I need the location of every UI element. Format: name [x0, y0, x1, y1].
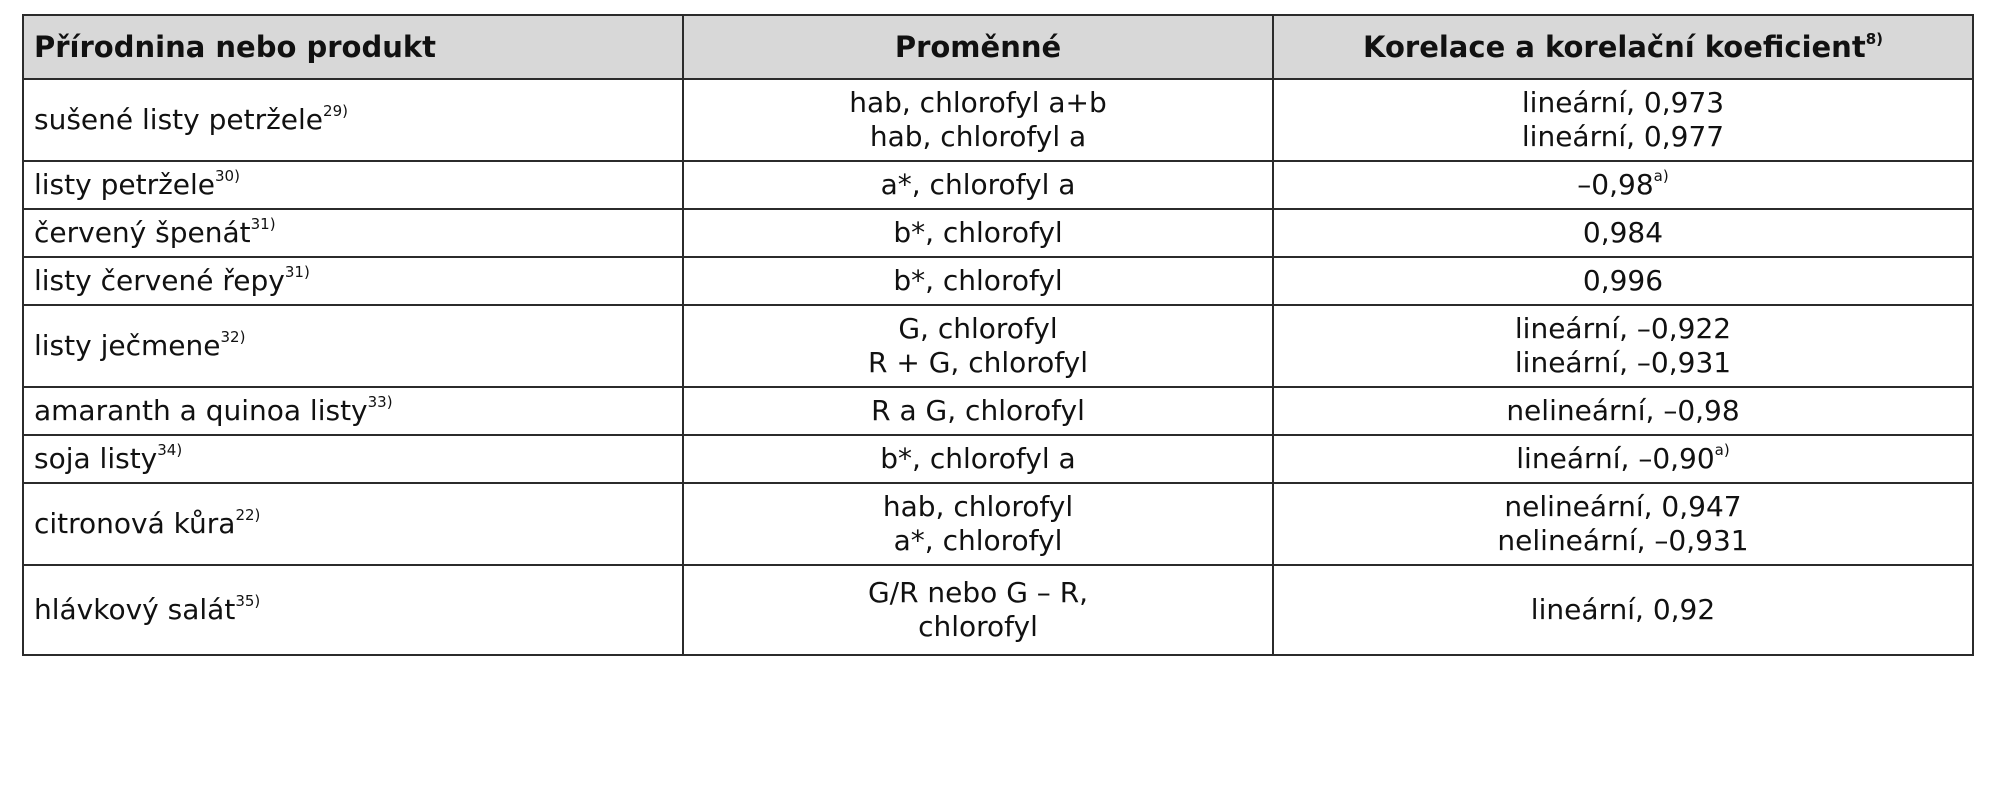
table-row — [23, 435, 1973, 483]
table-row — [23, 161, 1973, 209]
product-cell: citronová kůra$^{22)}$ — [23, 483, 683, 565]
correlation-cell: lineární, 0,973 lineární, 0,977 — [1273, 79, 1973, 161]
table-row — [23, 209, 1973, 257]
variables-cell: hab, chlorofyl a*, chlorofyl — [683, 483, 1273, 565]
variables-cell: b*, chlorofyl a — [683, 435, 1273, 483]
product-cell: listy ječmene$^{32)}$ — [23, 305, 683, 387]
table-row — [23, 483, 1973, 565]
correlation-cell: lineární, –0,90$^{a)}$ — [1273, 435, 1973, 483]
product-cell: červený špenát$^{31)}$ — [23, 209, 683, 257]
variables-cell: G, chlorofyl R + G, chlorofyl — [683, 305, 1273, 387]
variables-cell: hab, chlorofyl a+b hab, chlorofyl a — [683, 79, 1273, 161]
table-row — [23, 79, 1973, 161]
product-cell: soja listy$^{34)}$ — [23, 435, 683, 483]
variables-cell: a*, chlorofyl a — [683, 161, 1273, 209]
product-cell: hlávkový salát$^{35)}$ — [23, 565, 683, 655]
correlation-cell: nelineární, –0,98 — [1273, 387, 1973, 435]
correlation-cell: 0,996 — [1273, 257, 1973, 305]
header-product: Přírodnina nebo produkt — [23, 15, 683, 79]
variables-cell: b*, chlorofyl — [683, 209, 1273, 257]
correlation-cell: –0,98$^{a)}$ — [1273, 161, 1973, 209]
product-cell: amaranth a quinoa listy$^{33)}$ — [23, 387, 683, 435]
variables-cell: b*, chlorofyl — [683, 257, 1273, 305]
table-row — [23, 387, 1973, 435]
correlation-cell: lineární, 0,92 — [1273, 565, 1973, 655]
header-correlation: Korelace a korelační koeficient$^{8)}$ — [1273, 15, 1973, 79]
table-header-row — [23, 15, 1973, 79]
product-cell: sušené listy petržele$^{29)}$ — [23, 79, 683, 161]
product-cell: listy červené řepy$^{31)}$ — [23, 257, 683, 305]
correlation-cell: nelineární, 0,947 nelineární, –0,931 — [1273, 483, 1973, 565]
table-row — [23, 565, 1973, 655]
variables-cell: G/R nebo G – R, chlorofyl — [683, 565, 1273, 655]
variables-cell: R a G, chlorofyl — [683, 387, 1273, 435]
correlation-cell: lineární, –0,922 lineární, –0,931 — [1273, 305, 1973, 387]
table-row — [23, 257, 1973, 305]
chlorophyll-correlation-table — [22, 14, 1974, 656]
product-cell: listy petržele$^{30)}$ — [23, 161, 683, 209]
document-page — [22, 14, 1974, 656]
correlation-cell: 0,984 — [1273, 209, 1973, 257]
header-variables: Proměnné — [683, 15, 1273, 79]
table-row — [23, 305, 1973, 387]
